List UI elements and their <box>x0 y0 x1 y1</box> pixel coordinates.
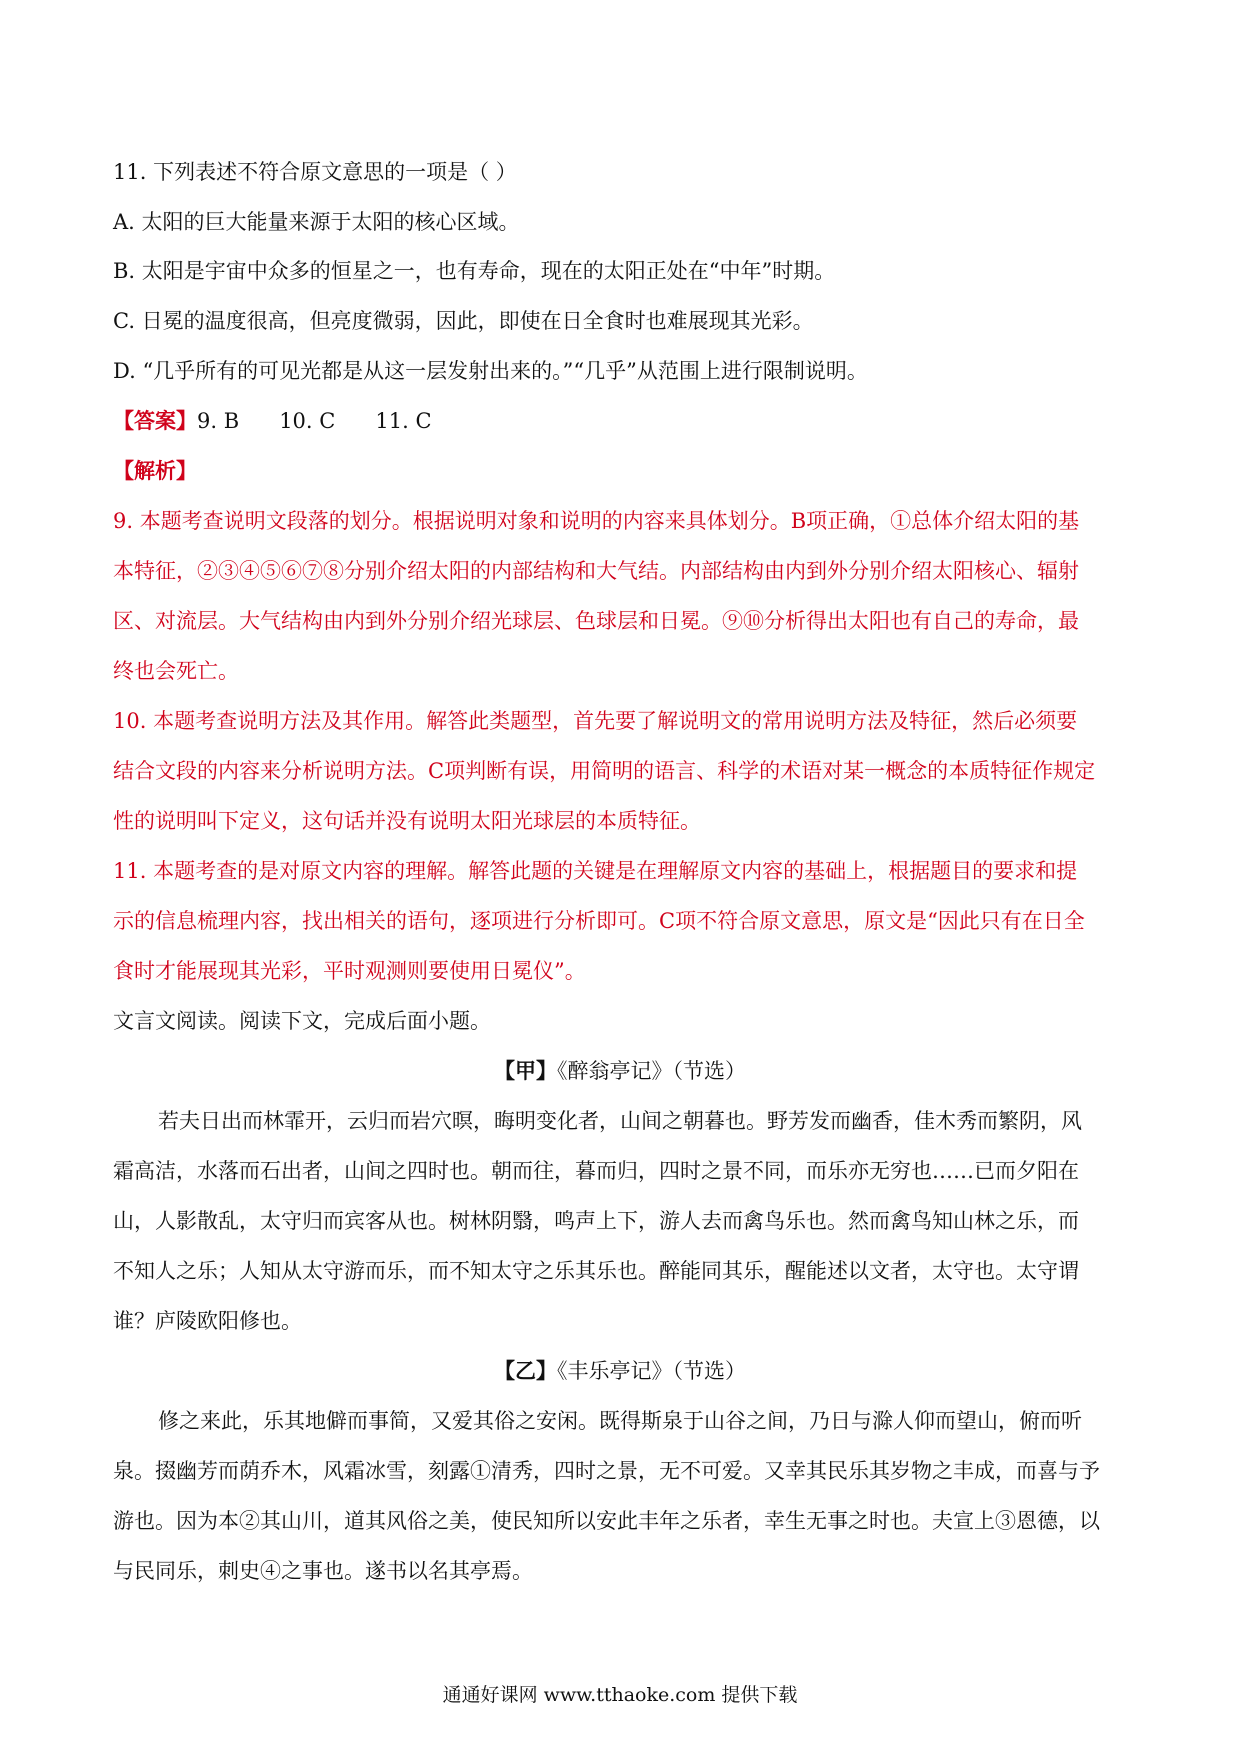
analysis-line: 10. 本题考查说明方法及其作用。解答此类题型，首先要了解说明文的常用说明方法及特征，然后必须要 <box>113 709 1078 733</box>
question-11-option-a: A. 太阳的巨大能量来源于太阳的核心区域。 <box>113 210 520 234</box>
analysis-line: 9. 本题考查说明文段落的划分。根据说明对象和说明的内容来具体划分。B项正确，①总体介绍太阳的基 <box>113 509 1080 533</box>
answer-text: 9. B 10. C 11. C <box>197 409 432 433</box>
question-11-option-d: D. “几乎所有的可见光都是从这一层发射出来的。”“几乎”从范围上进行限制说明。 <box>113 359 868 383</box>
classical-intro: 文言文阅读。阅读下文，完成后面小题。 <box>113 1009 491 1033</box>
jia-heading <box>0 1056 1240 1086</box>
yi-text-line: 游也。因为本②其山川，道其风俗之美，使民知所以安此丰年之乐者，幸生无事之时也。夫宣上③恩德，以 <box>113 1509 1100 1533</box>
question-11-option-c: C. 日冕的温度很高，但亮度微弱，因此，即使在日全食时也难展现其光彩。 <box>113 309 814 333</box>
question-11-stem: 11. 下列表述不符合原文意思的一项是（ ） <box>113 160 517 184</box>
question-11-option-b: B. 太阳是宇宙中众多的恒星之一，也有寿命，现在的太阳正处在“中年”时期。 <box>113 259 836 283</box>
jia-text-line: 霜高洁，水落而石出者，山间之四时也。朝而往，暮而归，四时之景不同，而乐亦无穷也……已而夕阳在 <box>113 1159 1079 1183</box>
analysis-line: 食时才能展现其光彩，平时观测则要使用日冕仪”。 <box>113 959 586 983</box>
analysis-line: 终也会死亡。 <box>113 659 239 683</box>
analysis-line: 示的信息梳理内容，找出相关的语句，逐项进行分析即可。C项不符合原文意思，原文是“因此只有在日全 <box>113 909 1085 933</box>
yi-title: 《丰乐亭记》（节选） <box>557 1359 746 1383</box>
analysis-line: 本特征，②③④⑤⑥⑦⑧分别介绍太阳的内部结构和大气结。内部结构由内到外分别介绍太阳核心、辐射 <box>113 559 1079 583</box>
yi-tag: 【乙】 <box>494 1358 557 1383</box>
answer-label: 【答案】 <box>113 408 197 433</box>
analysis-line: 11. 本题考查的是对原文内容的理解。解答此题的关键是在理解原文内容的基础上，根据题目的要求和提 <box>113 859 1078 883</box>
jia-text-line: 谁？庐陵欧阳修也。 <box>113 1309 302 1333</box>
page-footer: 通通好课网 www.tthaoke.com 提供下载 <box>442 1684 798 1706</box>
jia-text-line: 若夫日出而林霏开，云归而岩穴暝，晦明变化者，山间之朝暮也。野芳发而幽香，佳木秀而繁阴，风 <box>158 1109 1082 1133</box>
yi-text-line: 泉。掇幽芳而荫乔木，风霜冰雪，刻露①清秀，四时之景，无不可爱。又幸其民乐其岁物之丰成，而喜与予 <box>113 1459 1100 1483</box>
jia-tag: 【甲】 <box>494 1058 557 1083</box>
jia-text-line: 山，人影散乱，太守归而宾客从也。树林阴翳，鸣声上下，游人去而禽鸟乐也。然而禽鸟知山林之乐，而 <box>113 1209 1079 1233</box>
answer-line <box>113 406 1133 436</box>
analysis-label: 【解析】 <box>113 458 197 483</box>
yi-heading <box>0 1356 1240 1386</box>
yi-text-line: 与民同乐，刺史④之事也。遂书以名其亭焉。 <box>113 1559 533 1583</box>
jia-title: 《醉翁亭记》（节选） <box>557 1059 746 1083</box>
analysis-line: 结合文段的内容来分析说明方法。C项判断有误，用简明的语言、科学的术语对某一概念的本质特征作规定 <box>113 759 1096 783</box>
analysis-line: 区、对流层。大气结构由内到外分别介绍光球层、色球层和日冕。⑨⑩分析得出太阳也有自己的寿命，最 <box>113 609 1079 633</box>
jia-text-line: 不知人之乐；人知从太守游而乐，而不知太守之乐其乐也。醉能同其乐，醒能述以文者，太守也。太守谓 <box>113 1259 1079 1283</box>
yi-text-line: 修之来此，乐其地僻而事简，又爱其俗之安闲。既得斯泉于山谷之间，乃日与滁人仰而望山，俯而听 <box>158 1409 1082 1433</box>
analysis-line: 性的说明叫下定义，这句话并没有说明太阳光球层的本质特征。 <box>113 809 701 833</box>
